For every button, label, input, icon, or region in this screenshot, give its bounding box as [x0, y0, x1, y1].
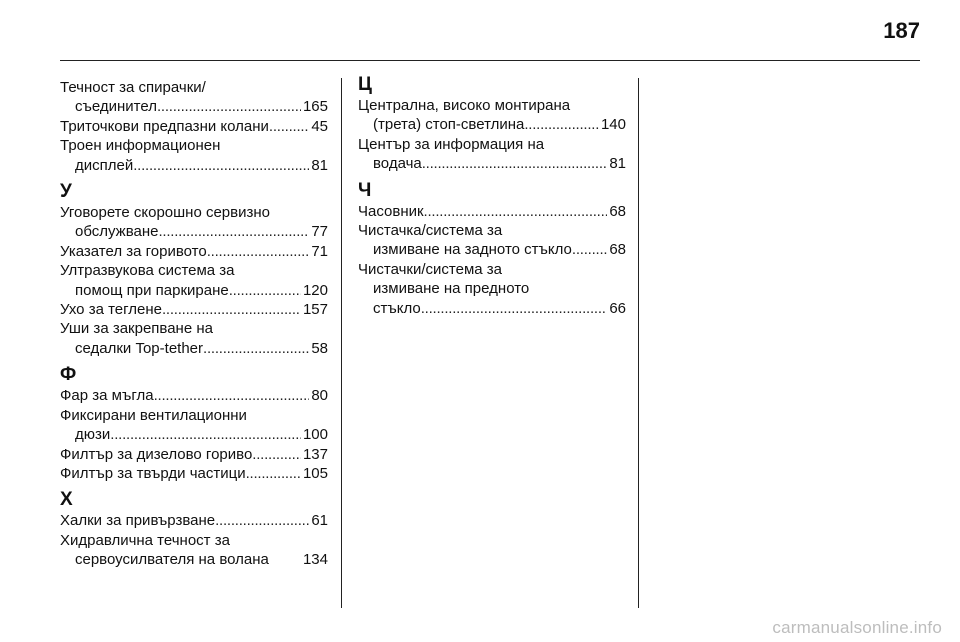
- index-entry: [60, 406, 328, 445]
- dot-leader: [207, 242, 310, 261]
- index-entry-text: Часовник: [358, 202, 424, 220]
- dot-leader: [422, 154, 608, 173]
- index-entry: [60, 261, 328, 300]
- index-entry: [60, 319, 328, 358]
- index-entry-text: Фар за мъгла: [60, 387, 154, 405]
- dot-leader: [162, 300, 301, 319]
- column-divider: [341, 78, 342, 608]
- index-entry-page: 134: [302, 551, 328, 569]
- dot-leader: [159, 222, 310, 241]
- index-entry-page: 58: [311, 339, 328, 357]
- dot-leader: [154, 386, 310, 405]
- index-entry-text: Ултразвукова система за: [60, 262, 235, 280]
- dot-leader: [215, 511, 309, 530]
- index-entry-page: 81: [311, 156, 328, 174]
- index-entry-text: Фиксирани вентилационни: [60, 406, 247, 424]
- index-entry-page: 140: [600, 116, 626, 134]
- index-section-letter: Ф: [60, 364, 77, 386]
- dot-leader: [421, 299, 608, 318]
- index-entry: [60, 136, 328, 175]
- index-section-letter: Ч: [358, 179, 372, 201]
- index-entry-page: 137: [302, 445, 328, 463]
- index-entry-text: Център за информация на: [358, 135, 545, 153]
- index-entry-text: Уговорете скорошно сервизно: [60, 204, 270, 222]
- index-entry: [358, 96, 626, 135]
- index-entry: [60, 203, 328, 242]
- index-entry-text: Ухо за теглене: [60, 301, 162, 319]
- index-entry: [60, 531, 328, 570]
- index-entry: [60, 386, 328, 405]
- dot-leader: [203, 339, 309, 358]
- index-entry-page: 66: [609, 299, 626, 317]
- index-entry: [60, 445, 328, 464]
- index-entry-text: Троен информационен: [60, 137, 221, 155]
- watermark: carmanualsonline.info: [772, 618, 942, 637]
- index-entry: [60, 300, 328, 319]
- index-entry-text: Филтър за дизелово гориво: [60, 445, 253, 463]
- dot-leader: [252, 445, 301, 464]
- dot-leader: [157, 97, 301, 116]
- index-section-letter: У: [60, 181, 72, 203]
- index-entry-page: 80: [311, 387, 328, 405]
- index-entry: [60, 78, 328, 117]
- index-entry-text: Чистачки/система за: [358, 260, 502, 278]
- dot-leader: [229, 281, 301, 300]
- index-entry-page: 77: [311, 223, 328, 241]
- page-number: 187: [883, 18, 920, 43]
- index-entry-text: помощ при паркиране: [75, 281, 229, 299]
- index-entry-text: Указател за горивото: [60, 242, 207, 260]
- index-entry: [60, 464, 328, 483]
- index-entry: [60, 117, 328, 136]
- dot-leader: [524, 115, 599, 134]
- index-entry-page: 81: [609, 155, 626, 173]
- index-entry-text: измиване на предното: [373, 280, 530, 298]
- index-entry-text: сервоусилвателя на волана: [75, 551, 269, 569]
- index-entry-text: измиване на задното стъкло: [373, 241, 572, 259]
- index-entry-text: (трета) стоп-светлина: [373, 116, 525, 134]
- index-entry: [358, 260, 626, 318]
- dot-leader: [572, 240, 607, 259]
- index-entry-page: 45: [311, 117, 328, 135]
- index-entry: [60, 511, 328, 530]
- index-entry-page: 68: [609, 202, 626, 220]
- index-entry-text: стъкло: [373, 299, 421, 317]
- index-entry-text: дисплей: [75, 156, 134, 174]
- index-entry-page: 120: [302, 281, 328, 299]
- index-entry-text: водача: [373, 155, 422, 173]
- index-entry-text: Хидравлична течност за: [60, 531, 230, 549]
- dot-leader: [246, 464, 301, 483]
- dot-leader: [110, 425, 301, 444]
- index-entry-text: седалки Top-tether: [75, 339, 204, 357]
- header-rule: [60, 60, 920, 61]
- index-entry-page: 71: [311, 242, 328, 260]
- dot-leader: [424, 202, 608, 221]
- index-entry-text: Централна, високо монтирана: [358, 97, 571, 114]
- index-section-letter: Х: [60, 489, 73, 511]
- index-entry-text: обслужване: [75, 223, 159, 241]
- index-entry-page: 157: [302, 301, 328, 319]
- index-entry-text: Течност за спирачки/: [60, 79, 206, 96]
- index-entry: [358, 221, 626, 260]
- index-entry-text: Триточкови предпазни колани: [60, 117, 269, 135]
- index-entry-text: съединител: [75, 98, 157, 116]
- index-section-letter: Ц: [358, 74, 372, 95]
- index-entry-page: 105: [302, 464, 328, 482]
- index-column-2: [358, 74, 626, 318]
- index-entry-page: 165: [302, 98, 328, 116]
- index-entry-page: 61: [311, 512, 328, 530]
- index-entry-text: Халки за привързване: [60, 512, 216, 530]
- dot-leader: [133, 156, 309, 175]
- column-divider: [638, 78, 639, 608]
- index-entry: [358, 202, 626, 221]
- dot-leader: [269, 117, 309, 136]
- index-entry-text: Уши за закрепване на: [60, 320, 213, 338]
- index-entry-text: Филтър за твърди частици: [60, 464, 246, 482]
- index-entry: [60, 242, 328, 261]
- index-entry-text: Чистачка/система за: [358, 222, 503, 240]
- index-entry-page: 68: [609, 241, 626, 259]
- index-entry-text: дюзи: [75, 426, 111, 444]
- index-entry: [358, 135, 626, 174]
- index-entry-page: 100: [302, 426, 328, 444]
- index-column-1: [60, 78, 328, 570]
